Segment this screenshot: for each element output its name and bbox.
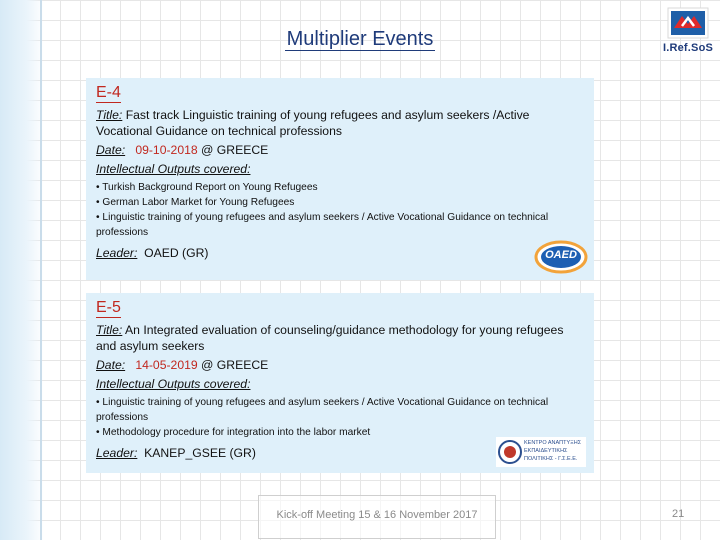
footer-text: Kick-off Meeting 15 & 16 November 2017: [276, 509, 478, 521]
kanep-logo: [496, 437, 586, 467]
irefsos-logo-icon: [660, 6, 716, 42]
page-number: 21: [672, 508, 685, 520]
event-card-e4: [86, 78, 594, 280]
footer: [258, 495, 496, 539]
event-code: E-4: [96, 84, 121, 101]
oaed-logo: [534, 240, 588, 274]
event-leader: Leader: OAED (GR): [96, 246, 209, 260]
left-accent-line: [40, 0, 42, 540]
kanep-logo-text-3: ΠΟΛΙΤΙΚΗΣ - Γ.Σ.Ε.Ε.: [524, 456, 578, 462]
slide-title: Multiplier Events: [286, 28, 434, 50]
io-heading: Intellectual Outputs covered:: [96, 377, 251, 391]
list-item: • Linguistic training of young refugees and asylum seekers / Active Vocational Guidance on technical professions: [96, 397, 549, 423]
irefsos-logo: [660, 6, 716, 62]
event-title: Title: An Integrated evaluation of counseling/guidance methodology for young refugees and asylum seekers: [96, 323, 564, 353]
event-date: Date: 09-10-2018 @ GREECE: [96, 143, 269, 157]
list-item: • Turkish Background Report on Young Refugees: [96, 182, 318, 193]
list-item: • Methodology procedure for integration into the labor market: [96, 427, 371, 438]
event-code: E-5: [96, 299, 121, 316]
left-accent-bar: [0, 0, 44, 540]
outputs-list: [96, 395, 584, 440]
event-date: Date: 14-05-2019 @ GREECE: [96, 358, 269, 372]
kanep-logo-text-2: ΕΚΠΑΙΔΕΥΤΙΚΗΣ: [524, 448, 568, 454]
event-card-e5: [86, 293, 594, 473]
event-leader: Leader: KANEP_GSEE (GR): [96, 446, 256, 460]
kanep-logo-text-1: ΚΕΝΤΡΟ ΑΝΑΠΤΥΞΗΣ: [524, 440, 582, 446]
event-title: Title: Fast track Linguistic training of young refugees and asylum seekers /Active Vocational Guidance on technical professions: [96, 108, 530, 138]
list-item: • Linguistic training of young refugees and asylum seekers / Active Vocational Guidance on technical professions: [96, 212, 549, 238]
list-item: • German Labor Market for Young Refugees: [96, 197, 295, 208]
oaed-logo-text: OAED: [545, 249, 577, 261]
io-heading: Intellectual Outputs covered:: [96, 162, 251, 176]
logo-text: I.Ref.SoS: [662, 42, 714, 54]
outputs-list: [96, 180, 584, 240]
